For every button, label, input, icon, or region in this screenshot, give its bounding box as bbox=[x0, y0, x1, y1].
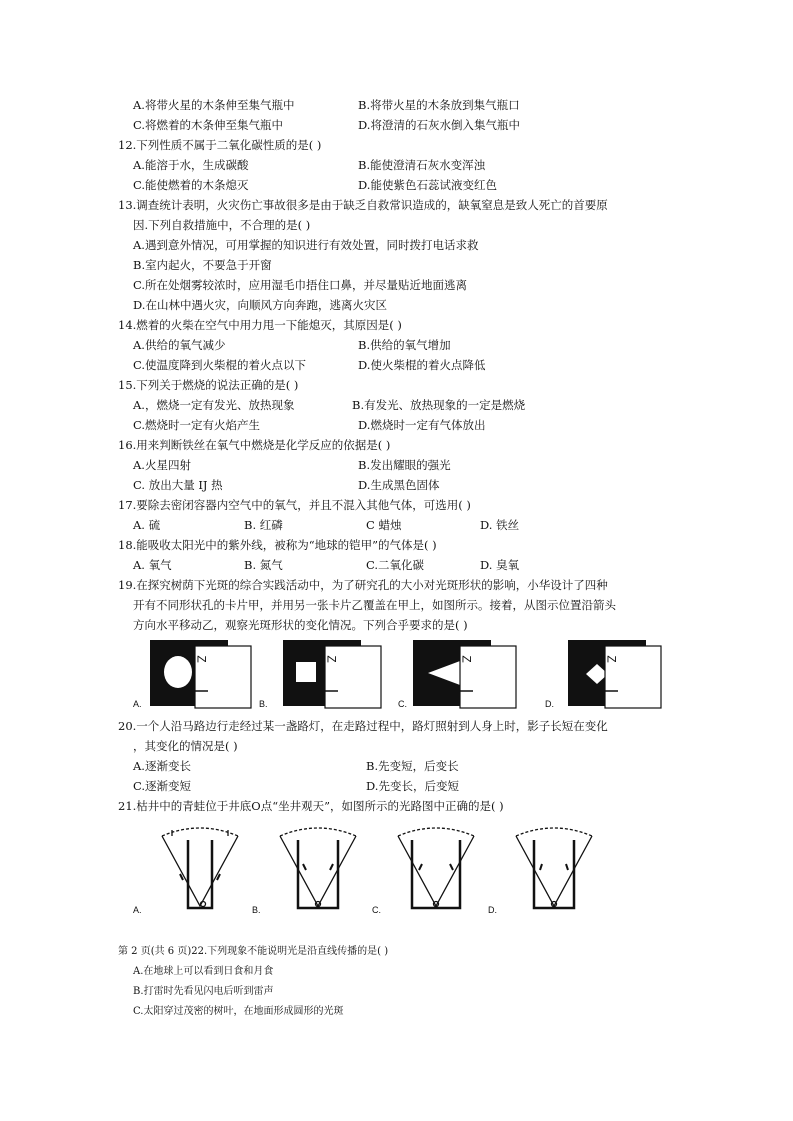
q19-card-mark-b: Z bbox=[324, 655, 339, 663]
square-hole-icon bbox=[296, 662, 316, 682]
q17-option-a: A. 硫 bbox=[133, 518, 161, 532]
q21-figure-b bbox=[280, 828, 356, 908]
q22-option-b: B.打雷时先看见闪电后听到雷声 bbox=[133, 986, 274, 997]
q11-option-a: A.将带火星的木条伸至集气瓶中 bbox=[133, 98, 295, 112]
q22-stem: 22.下列现象不能说明光是沿直线传播的是( ) bbox=[191, 946, 389, 957]
page-number bbox=[118, 944, 388, 960]
q21-figure-a bbox=[162, 828, 238, 908]
q19-label-b: B. bbox=[259, 699, 268, 709]
q19-figure-d bbox=[568, 640, 661, 708]
q15-stem: 15.下列关于燃烧的说法正确的是( ) bbox=[118, 378, 299, 392]
q21-label-c: C. bbox=[372, 905, 381, 915]
q19-stem-line3: 方向水平移动乙，观察光斑形状的变化情况。下列合乎要求的是( ) bbox=[133, 618, 468, 632]
q13-option-d: D.在山林中遇火灾，向顺风方向奔跑，逃离火灾区 bbox=[133, 298, 387, 312]
q19-label-a: A. bbox=[133, 699, 142, 709]
q20-option-d: D.先变长，后变短 bbox=[366, 779, 459, 793]
q18-option-a: A. 氧气 bbox=[133, 558, 172, 572]
q21-label-a: A. bbox=[133, 905, 142, 915]
q13-stem-line1: 13.调查统计表明，火灾伤亡事故很多是由于缺乏自救常识造成的，缺氧窒息是致人死亡的首要原 bbox=[118, 198, 608, 212]
q12-option-d: D.能使紫色石蕊试液变红色 bbox=[358, 178, 497, 192]
q17-stem: 17.要除去密闭容器内空气中的氧气，并且不混入其他气体，可选用( ) bbox=[118, 498, 471, 512]
q16-stem: 16.用来判断铁丝在氧气中燃烧是化学反应的依据是( ) bbox=[118, 438, 391, 452]
q14-option-b: B.供给的氧气增加 bbox=[358, 338, 451, 352]
q19-label-d: D. bbox=[545, 699, 554, 709]
q19-label-c: C. bbox=[398, 699, 407, 709]
q16-option-b: B.发出耀眼的强光 bbox=[358, 458, 451, 472]
q21-well-figures bbox=[150, 818, 600, 916]
q19-stem-line1: 19.在探究树荫下光斑的综合实践活动中，为了研究孔的大小对光斑形状的影响，小华设计了四种 bbox=[118, 578, 608, 592]
q19-stem-line2: 开有不同形状孔的卡片甲，并用另一张卡片乙覆盖在甲上，如图所示。接着，从图示位置沿箭头 bbox=[133, 598, 616, 612]
q15-option-c: C.燃烧时一定有火焰产生 bbox=[133, 418, 261, 432]
q14-option-c: C.使温度降到火柴棍的着火点以下 bbox=[133, 358, 307, 372]
q18-option-c: C.二氧化碳 bbox=[366, 558, 425, 572]
q18-option-d: D. 臭氧 bbox=[480, 558, 520, 572]
page-number-text: 第 2 页(共 6 页) bbox=[118, 946, 192, 957]
q12-option-c: C.能使燃着的木条熄灭 bbox=[133, 178, 249, 192]
q19-card-mark-d: Z bbox=[604, 655, 619, 663]
q16-option-d: D.生成黑色固体 bbox=[358, 478, 440, 492]
q21-label-d: D. bbox=[488, 905, 497, 915]
q11-option-c: C.将燃着的木条伸至集气瓶中 bbox=[133, 118, 284, 132]
q19-card-mark-c: Z bbox=[459, 655, 474, 663]
q12-option-a: A.能溶于水，生成碳酸 bbox=[133, 158, 249, 172]
q22-option-a: A.在地球上可以看到日食和月食 bbox=[133, 966, 274, 977]
q22-option-c: C.太阳穿过茂密的树叶，在地面形成圆形的光斑 bbox=[133, 1006, 344, 1017]
q13-option-b: B.室内起火，不要急于开窗 bbox=[133, 258, 272, 272]
q16-option-a: A.火星四射 bbox=[133, 458, 191, 472]
q17-option-c: C 蜡烛 bbox=[366, 518, 402, 532]
q12-option-b: B.能使澄清石灰水变浑浊 bbox=[358, 158, 486, 172]
q15-option-a: A.，燃烧一定有发光、放热现象 bbox=[133, 398, 295, 412]
q21-stem: 21.枯井中的青蛙位于井底O点“坐井观天”，如图所示的光路图中正确的是( ) bbox=[118, 799, 504, 813]
q19-card-mark-a: Z bbox=[194, 655, 209, 663]
circle-hole-icon bbox=[164, 656, 192, 688]
q15-option-b: B.有发光、放热现象的一定是燃烧 bbox=[352, 398, 526, 412]
q13-stem-line2: 因.下列自救措施中，不合理的是( ) bbox=[133, 218, 311, 232]
q11-option-d: D.将澄清的石灰水倒入集气瓶中 bbox=[358, 118, 520, 132]
q15-option-d: D.燃烧时一定有气体放出 bbox=[358, 418, 486, 432]
q17-option-d: D. 铁丝 bbox=[480, 518, 520, 532]
q19-figure-c bbox=[413, 640, 516, 708]
q13-option-c: C.所在处烟雾较浓时，应用湿毛巾捂住口鼻，并尽量贴近地面逃离 bbox=[133, 278, 468, 292]
q21-label-b: B. bbox=[252, 905, 261, 915]
q21-figure-c bbox=[398, 828, 474, 908]
q20-option-a: A.逐渐变长 bbox=[133, 759, 191, 773]
q14-option-d: D.使火柴棍的着火点降低 bbox=[358, 358, 486, 372]
q21-figure-d bbox=[516, 828, 592, 908]
q12-stem: 12.下列性质不属于二氧化碳性质的是( ) bbox=[118, 138, 322, 152]
q20-option-b: B.先变短，后变长 bbox=[366, 759, 459, 773]
q18-stem: 18.能吸收太阳光中的紫外线，被称为“地球的铠甲”的气体是( ) bbox=[118, 538, 437, 552]
q11-option-b: B.将带火星的木条放到集气瓶口 bbox=[358, 98, 520, 112]
q14-option-a: A.供给的氧气减少 bbox=[133, 338, 226, 352]
q19-figure-a bbox=[150, 640, 251, 708]
q13-option-a: A.遇到意外情况，可用掌握的知识进行有效处置，同时拨打电话求救 bbox=[133, 238, 479, 252]
q19-figure-b bbox=[283, 640, 381, 708]
q16-option-c: C. 放出大量 IJ 热 bbox=[133, 478, 223, 492]
q20-option-c: C.逐渐变短 bbox=[133, 779, 192, 793]
q18-option-b: B. 氮气 bbox=[244, 558, 283, 572]
q20-stem-line1: 20.一个人沿马路边行走经过某一盏路灯，在走路过程中，路灯照射到人身上时，影子长短在变化 bbox=[118, 719, 608, 733]
q17-option-b: B. 红磷 bbox=[244, 518, 283, 532]
q20-stem-line2: ，其变化的情况是( ) bbox=[133, 739, 238, 753]
q14-stem: 14.燃着的火柴在空气中用力甩一下能熄灭，其原因是( ) bbox=[118, 318, 402, 332]
